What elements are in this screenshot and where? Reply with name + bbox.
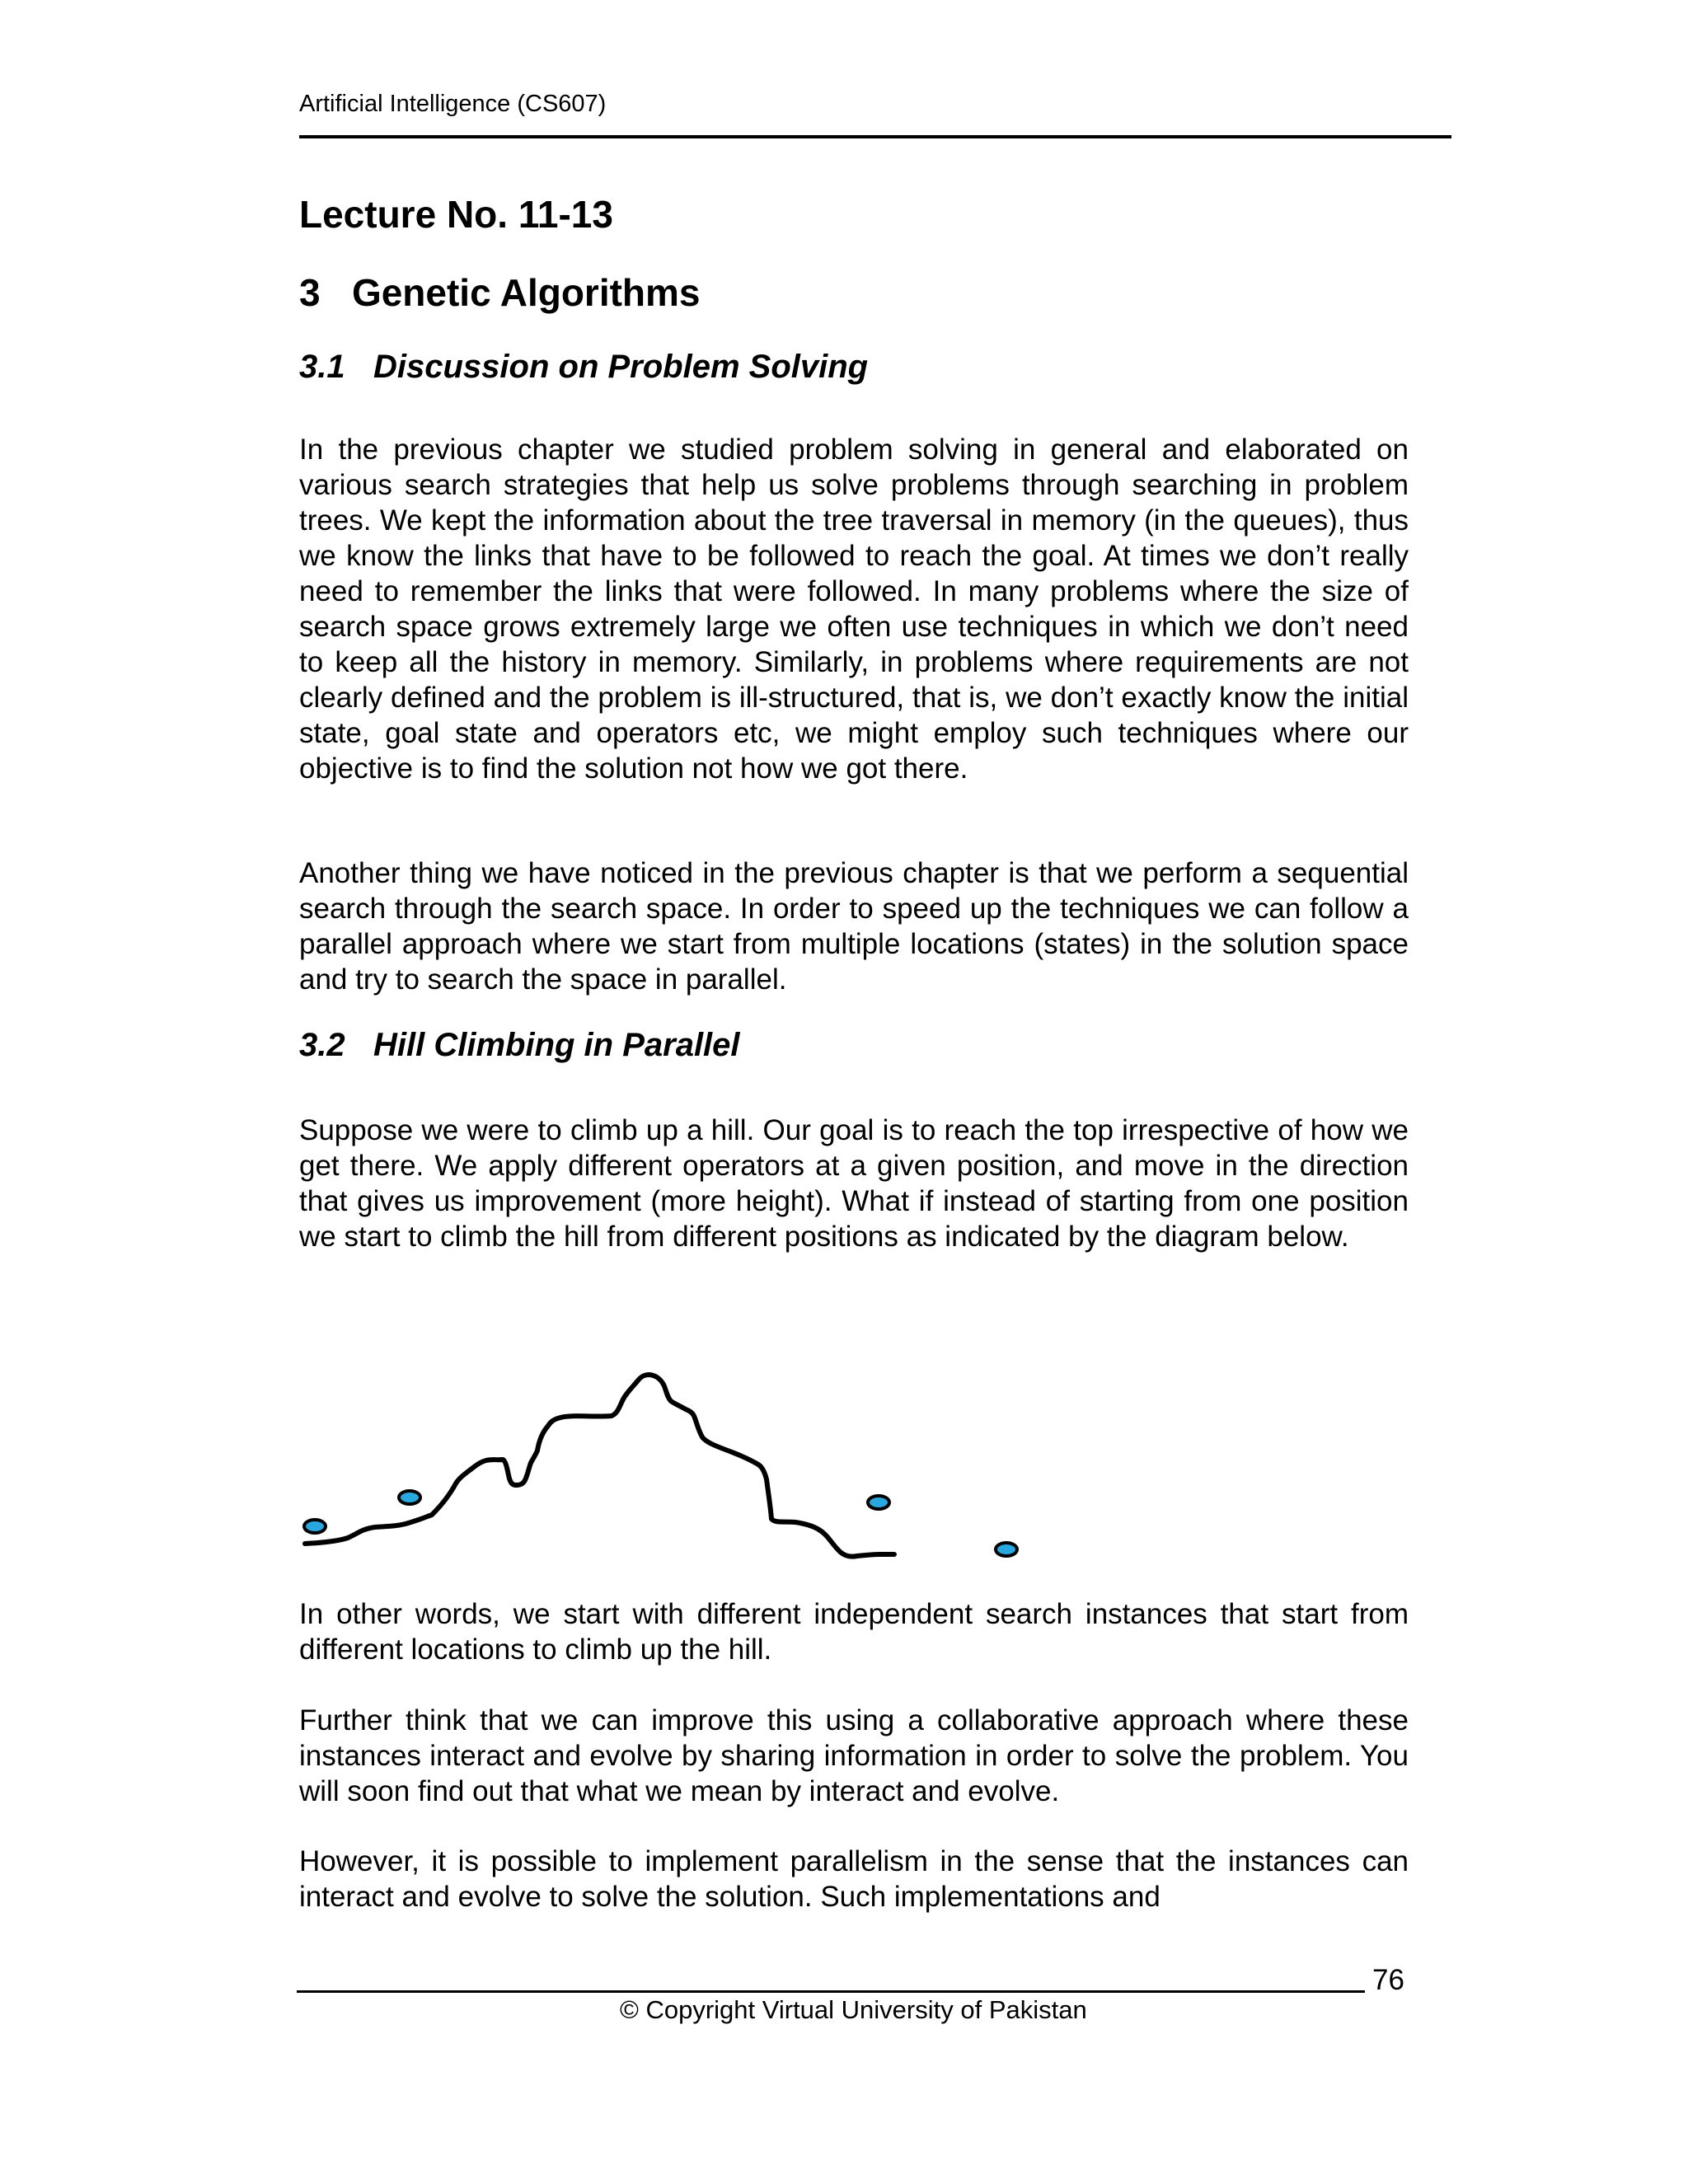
hill-diagram: [297, 1343, 1039, 1574]
paragraph: In the previous chapter we studied problem solving in general and elaborated on various search strategies that help us solve problems through searching in problem trees. We kept the information about the tree traversal in memory (in the queues), thus we know the links that have to be followed to reach the goal. At times we don’t really need to remember the links that were followed. In many problems where the size of search space grows extremely large we often use techniques in which we don’t need to keep all the history in memory. Similarly, in problems where requirements are not clearly defined and the problem is ill-structured, that is, we don’t exactly know the initial state, goal state and operators etc, we might employ such techniques where our objective is to find the solution not how we got there.: [299, 434, 1409, 785]
paragraph: However, it is possible to implement parallelism in the sense that the instances can interact and evolve to solve the solution. Such implementations and: [299, 1845, 1409, 1913]
chapter-name: Genetic Algorithms: [351, 271, 701, 314]
climber-marker-3: [868, 1496, 889, 1509]
chapter-title: [299, 268, 701, 317]
paragraph: In other words, we start with different independent search instances that start from different locations to climb up the hill.: [299, 1598, 1409, 1666]
copyright-notice: © Copyright Virtual University of Pakistan: [620, 1995, 1087, 2024]
section-name: Hill Climbing in Parallel: [373, 1027, 740, 1063]
climber-marker-4: [996, 1543, 1017, 1556]
paragraph: Further think that we can improve this using a collaborative approach where these instances interact and evolve by sharing information in order to solve the problem. You will soon find out that what we mean by interact and evolve.: [299, 1704, 1409, 1807]
section-title-3-2: [299, 1024, 740, 1066]
lecture-title: Lecture No. 11-13: [299, 193, 613, 236]
running-header: Artificial Intelligence (CS607): [299, 91, 607, 117]
chapter-number: 3: [299, 271, 321, 314]
page-number: 76: [1372, 1964, 1404, 1996]
section-number: 3.2: [299, 1027, 345, 1063]
footer-rule: [297, 1990, 1365, 1993]
climber-marker-2: [399, 1491, 420, 1504]
paragraph: Suppose we were to climb up a hill. Our goal is to reach the top irrespective of how we get there. We apply different operators at a given position, and move in the direction that gives us improvement (more height). What if instead of starting from one position we start to climb the hill from different positions as indicated by the diagram below.: [299, 1114, 1409, 1253]
section-number: 3.1: [299, 349, 345, 385]
header-rule: [299, 135, 1451, 138]
section-title-3-1: [299, 346, 868, 387]
section-name: Discussion on Problem Solving: [373, 349, 869, 385]
paragraph: Another thing we have noticed in the previous chapter is that we perform a sequential search through the search space. In order to speed up the techniques we can follow a parallel approach where we start from multiple locations (states) in the solution space and try to search the space in parallel.: [299, 857, 1409, 996]
climber-marker-1: [304, 1520, 326, 1533]
hill-outline: [305, 1375, 894, 1557]
